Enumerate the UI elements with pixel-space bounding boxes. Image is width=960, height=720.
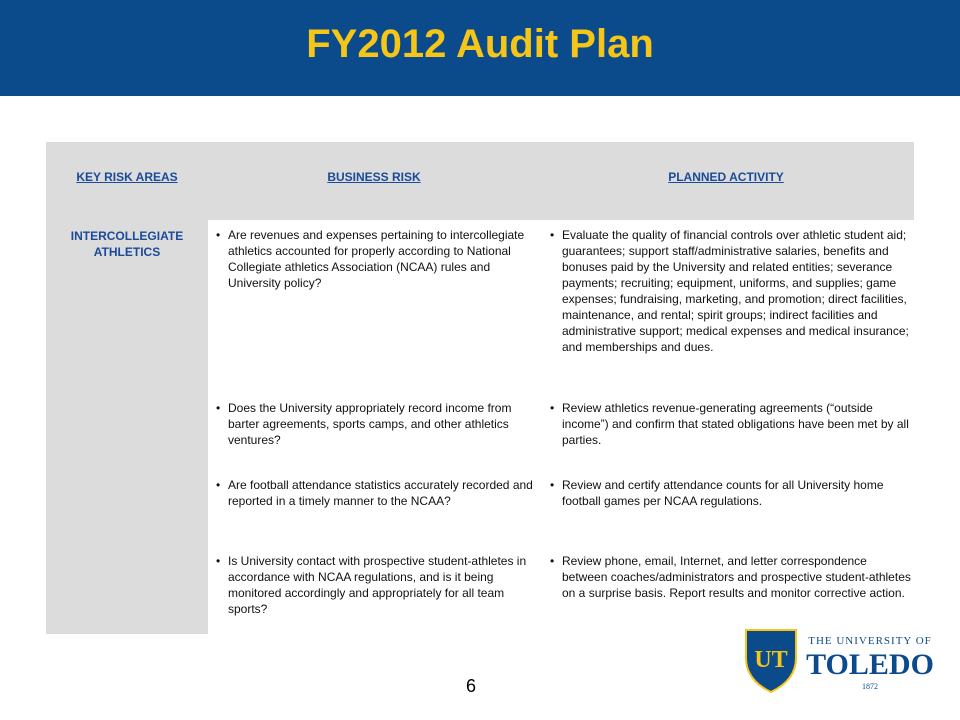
business-risk-item [216, 553, 544, 617]
planned-activity-text: Evaluate the quality of financial controls over athletic student aid; guarantees; support staff/administrative salaries, benefits and bonuses paid by the University and related entities; severance payments; recruiting; equipment, uniforms, and supplies; game expenses; fundraising, marketing, and promotion; direct facilities, maintenance, and rental; spirit groups; indirect facilities and administrative support; medical expenses and medical insurance; and memberships and dues. [562, 228, 909, 354]
business-risk-item [216, 400, 544, 448]
bullet-icon: • [216, 228, 221, 242]
bullet-icon: • [550, 554, 555, 568]
planned-activity-text: Review athletics revenue-generating agreements (“outside income”) and confirm that stated obligations have been met by all parties. [562, 401, 909, 447]
page-number: 6 [466, 676, 477, 696]
logo-line-2: TOLEDO [806, 648, 934, 681]
bullet-icon: • [550, 401, 555, 415]
business-risk-item [216, 227, 544, 291]
planned-activity-item [550, 553, 914, 601]
key-risk-area-label [46, 228, 208, 260]
business-risk-text: Are revenues and expenses pertaining to intercollegiate athletics accounted for properly according to National Collegiate athletics Association (NCAA) rules and University policy? [228, 228, 525, 290]
key-risk-area-column [46, 220, 208, 634]
bullet-icon: • [550, 228, 555, 242]
bullet-icon: • [216, 478, 221, 492]
title-banner [0, 0, 960, 96]
area-line-1: INTERCOLLEGIATE [70, 229, 184, 243]
planned-activity-text: Review phone, email, Internet, and letter correspondence between coaches/administrators and prospective student-athletes on a surprise basis. Report results and monitor corrective action. [562, 554, 911, 600]
header-planned-activity: PLANNED ACTIVITY [668, 170, 784, 184]
planned-activity-text: Review and certify attendance counts for all University home football games per NCAA regulations. [562, 478, 884, 508]
planned-activity-item [550, 227, 914, 355]
business-risk-item [216, 477, 544, 509]
business-risk-text: Does the University appropriately record income from barter agreements, sports camps, and other athletics ventures? [228, 401, 512, 447]
area-line-2: ATHLETICS [93, 245, 161, 259]
logo-monogram: UT [754, 647, 788, 673]
page-title: FY2012 Audit Plan [306, 22, 654, 66]
logo-year: 1872 [862, 682, 878, 691]
logo-line-1: THE UNIVERSITY OF [808, 635, 932, 647]
business-risk-text: Is University contact with prospective student-athletes in accordance with NCAA regulations, and is it being monitored accordingly and appropriately for all team sports? [228, 554, 527, 616]
business-risk-text: Are football attendance statistics accurately recorded and reported in a timely manner to the NCAA? [228, 478, 533, 508]
header-key-risk-areas: KEY RISK AREAS [76, 170, 178, 184]
bullet-icon: • [216, 554, 221, 568]
planned-activity-item [550, 477, 914, 509]
bullet-icon: • [550, 478, 555, 492]
bullet-icon: • [216, 401, 221, 415]
university-logo [742, 624, 942, 694]
header-business-risk: BUSINESS RISK [327, 170, 421, 184]
planned-activity-item [550, 400, 914, 448]
table-header [46, 142, 914, 220]
